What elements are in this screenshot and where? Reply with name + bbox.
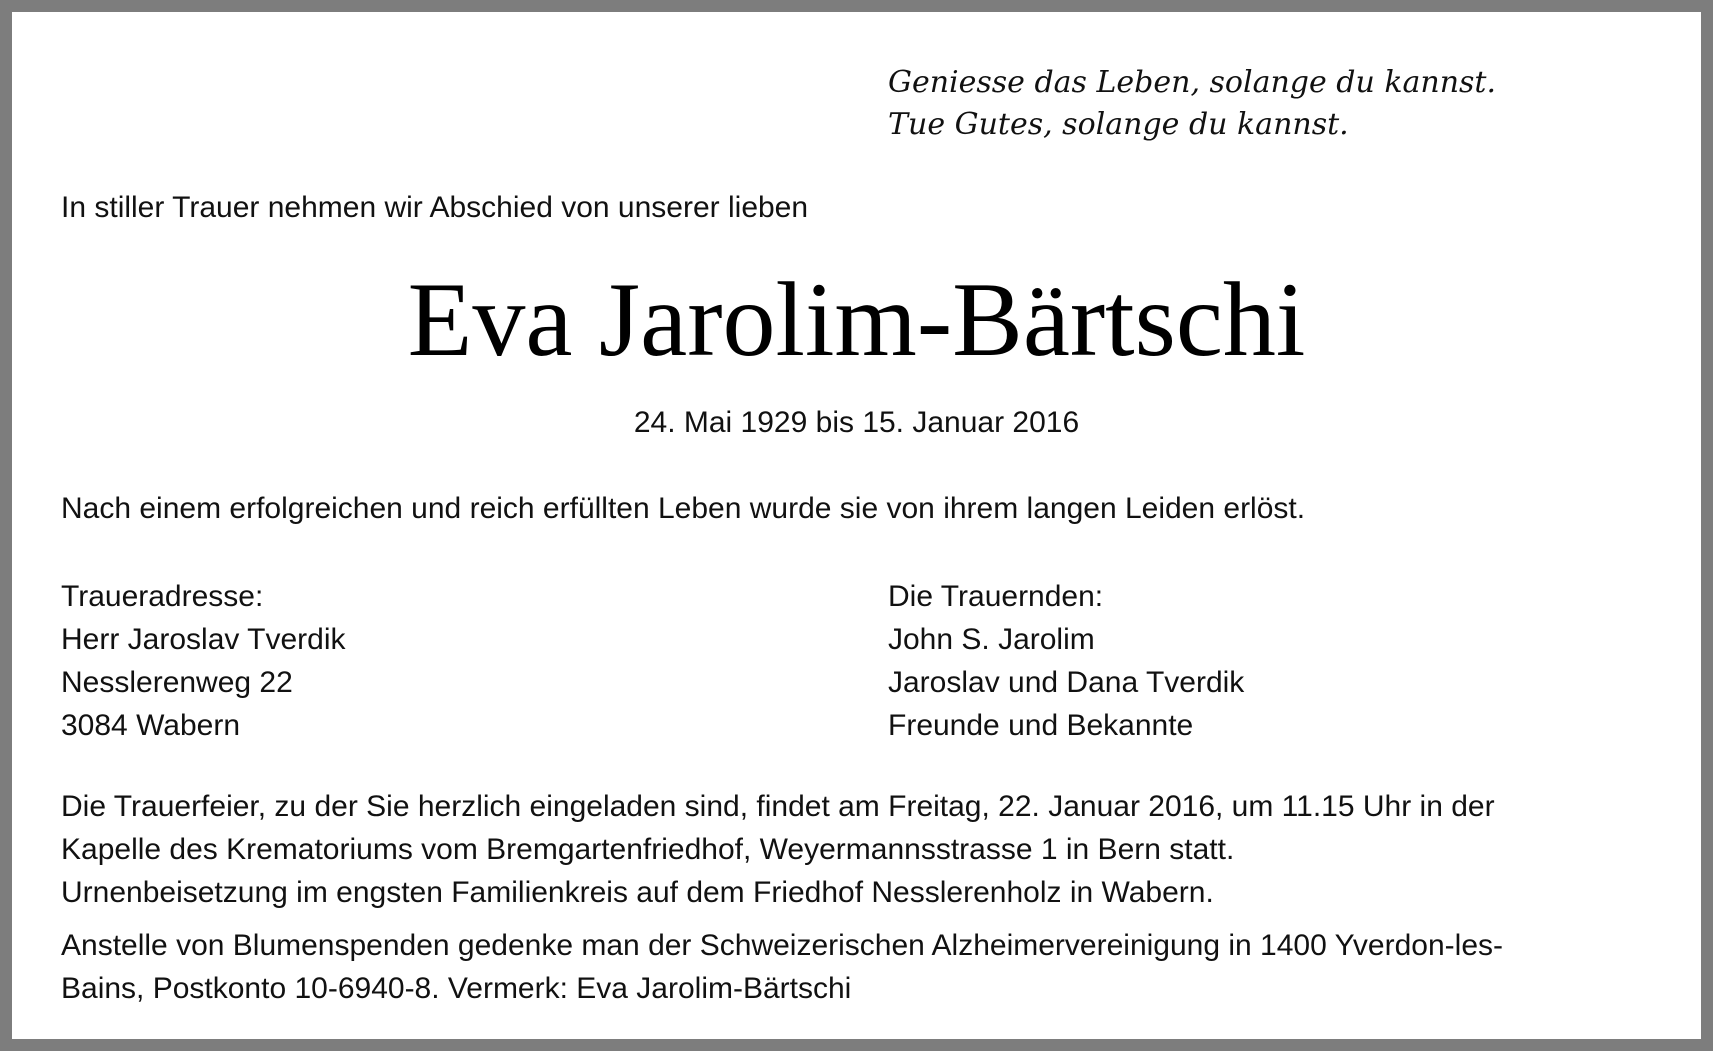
- motto-line: Geniesse das Leben, solange du kannst.: [888, 65, 1497, 100]
- motto-quote: [888, 62, 1496, 146]
- deceased-name: Eva Jarolim-Bärtschi: [407, 261, 1306, 378]
- mourner-line: John S. Jarolim: [888, 623, 1095, 656]
- donation-line: Anstelle von Blumenspenden gedenke man der Schweizerischen Alzheimervereinigung in 1400 Yverdon-les-: [61, 929, 1503, 962]
- donation-info: [61, 924, 1671, 1010]
- mourner-line: Freunde und Bekannte: [888, 709, 1194, 742]
- obituary-notice: [12, 12, 1701, 1039]
- address-line: Nesslerenweg 22: [61, 666, 293, 699]
- donation-line: Bains, Postkonto 10-6940-8. Vermerk: Eva Jarolim-Bärtschi: [61, 972, 852, 1005]
- life-dates: 24. Mai 1929 bis 15. Januar 2016: [633, 406, 1080, 439]
- intro-text: In stiller Trauer nehmen wir Abschied von unserer lieben: [61, 191, 809, 224]
- service-line: Urnenbeisetzung im engsten Familienkreis auf dem Friedhof Nesslerenholz in Wabern.: [61, 876, 1214, 909]
- address-line: 3084 Wabern: [61, 709, 241, 742]
- mourning-address: [61, 575, 346, 747]
- address-line: Herr Jaroslav Tverdik: [61, 623, 346, 656]
- service-line: Kapelle des Krematoriums vom Bremgartenfriedhof, Weyermannsstrasse 1 in Bern statt.: [61, 833, 1235, 866]
- mourners-heading: Die Trauernden:: [888, 580, 1104, 613]
- service-line: Die Trauerfeier, zu der Sie herzlich eingeladen sind, findet am Freitag, 22. Januar 2016, um 11.15 Uhr in der: [61, 790, 1495, 823]
- mourners-list: [888, 575, 1244, 747]
- funeral-service-info: [61, 785, 1671, 914]
- mourning-address-heading: Traueradresse:: [61, 580, 264, 613]
- mourner-line: Jaroslav und Dana Tverdik: [888, 666, 1245, 699]
- motto-line: Tue Gutes, solange du kannst.: [888, 107, 1349, 142]
- statement-text: Nach einem erfolgreichen und reich erfüllten Leben wurde sie von ihrem langen Leiden erlöst.: [61, 492, 1306, 525]
